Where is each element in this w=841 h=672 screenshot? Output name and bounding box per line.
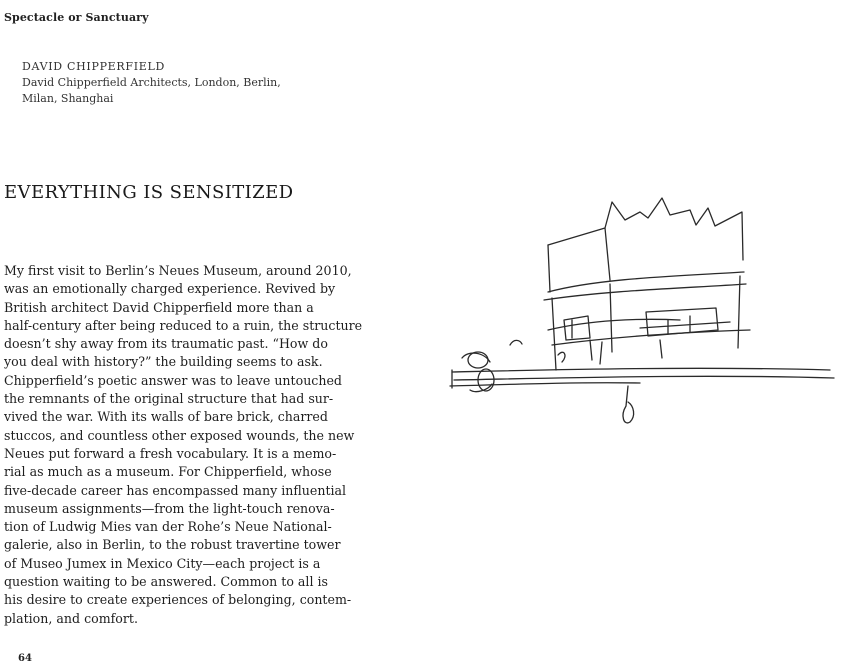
body-line: Chipperfield’s poetic answer was to leave untouched [4, 372, 342, 388]
body-line: you deal with history?” the building seems to ask. [4, 354, 323, 370]
architect-sketch [440, 180, 840, 450]
body-line: rial as much as a museum. For Chipperfield, whose [4, 464, 332, 480]
body-line: galerie, also in Berlin, to the robust travertine tower [4, 537, 341, 553]
chapter-title: EVERYTHING IS SENSITIZED [4, 182, 294, 203]
author-name: DAVID CHIPPERFIELD [22, 60, 166, 73]
sketch-curl [510, 340, 565, 362]
author-firm-line: Milan, Shanghai [22, 92, 114, 105]
sketch-ground-line [450, 368, 834, 386]
body-line: plation, and comfort. [4, 610, 138, 626]
body-line: Neues put forward a fresh vocabulary. It is a memo- [4, 445, 337, 461]
body-line: the remnants of the original structure that had sur- [4, 391, 334, 407]
body-text [4, 262, 364, 628]
body-line: My first visit to Berlin’s Neues Museum, around 2010, [4, 263, 352, 278]
body-line: British architect David Chipperfield more than a [4, 299, 314, 315]
sketch-roofline [548, 198, 743, 260]
body-line: was an emotionally charged experience. Revived by [4, 281, 336, 297]
sketch-window-left [564, 316, 590, 340]
body-line: tion of Ludwig Mies van der Rohe’s Neue National- [4, 519, 332, 535]
body-line: vived the war. With its walls of bare brick, charred [4, 409, 328, 425]
author-firm-line: David Chipperfield Architects, London, Berlin, [22, 76, 281, 89]
sketch-band-top [544, 272, 746, 300]
sketch-entrance [590, 340, 662, 364]
author-block [22, 59, 281, 107]
body-line: doesn’t shy away from its traumatic past. “How do [4, 336, 328, 352]
body-line: museum assignments—from the light-touch renova- [4, 500, 335, 516]
body-line: half-century after being reduced to a ruin, the structure [4, 317, 363, 333]
body-line: five-decade career has encompassed many influential [4, 482, 347, 498]
body-line: of Museo Jumex in Mexico City—each project is a [4, 555, 321, 571]
body-line: stuccos, and countless other exposed wounds, the new [4, 427, 355, 443]
page-number: 64 [18, 653, 32, 664]
sketch-loop [468, 352, 488, 368]
running-head: Spectacle or Sanctuary [4, 11, 149, 24]
body-line: question waiting to be answered. Common to all is [4, 574, 328, 590]
sketch-drop [623, 386, 634, 423]
body-line: his desire to create experiences of belonging, contem- [4, 592, 352, 608]
